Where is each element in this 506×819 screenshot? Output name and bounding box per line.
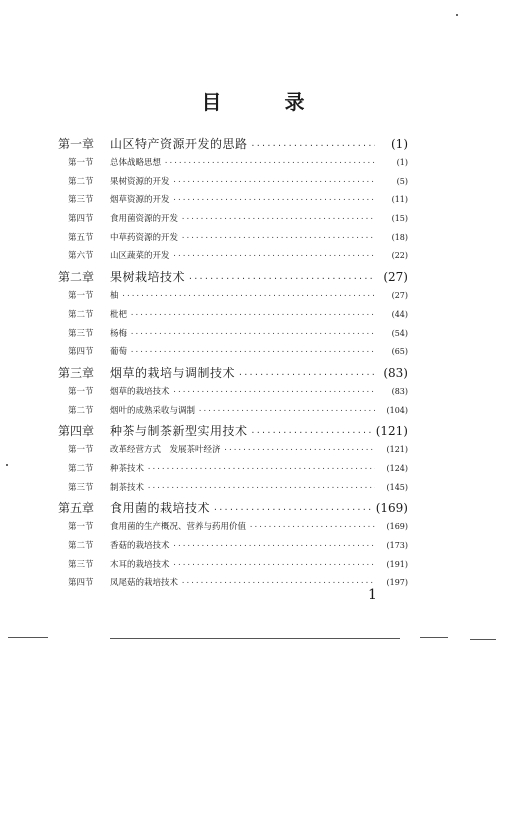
chapter-title: 烟草的栽培与调制技术 [110, 365, 236, 380]
section-title: 枇杷 [110, 309, 128, 320]
dot-leader [238, 370, 375, 379]
page-title: 目 录 [201, 90, 333, 114]
dot-leader [130, 348, 375, 356]
toc-section-row [58, 520, 408, 539]
section-title: 食用菌资源的开发 [110, 214, 179, 225]
section-page-number: (83) [391, 386, 408, 396]
section-page-number: (54) [391, 328, 408, 338]
section-page-number: (18) [391, 232, 408, 242]
section-page-number: (15) [391, 214, 408, 224]
section-title: 杨梅 [110, 328, 128, 339]
chapter-page-number: (27) [383, 270, 408, 285]
section-page-number: (124) [386, 463, 408, 473]
dot-leader [181, 579, 375, 587]
dot-leader [122, 292, 375, 300]
section-number: 第二节 [68, 463, 94, 474]
section-title: 烟草的栽培技术 [110, 386, 170, 397]
section-page-number: (5) [396, 176, 408, 186]
section-number: 第三节 [68, 559, 94, 570]
scan-speck [6, 464, 8, 466]
table-of-contents [58, 135, 408, 595]
toc-section-row [58, 481, 408, 500]
toc-section-row [58, 212, 408, 231]
chapter-page-number: (121) [375, 424, 408, 439]
section-number: 第一节 [68, 291, 94, 302]
toc-chapter-row [58, 268, 408, 289]
section-number: 第六节 [68, 251, 94, 262]
section-page-number: (197) [386, 578, 408, 588]
dot-leader [173, 388, 375, 396]
toc-section-row [58, 385, 408, 404]
toc-chapter-row [58, 499, 408, 520]
section-title: 山区蔬菜的开发 [110, 251, 170, 262]
dot-leader [181, 234, 375, 242]
section-number: 第二节 [68, 541, 94, 551]
section-page-number: (191) [386, 559, 408, 569]
section-number: 第四节 [68, 578, 94, 589]
section-title: 柚 [110, 291, 119, 302]
section-number: 第二节 [68, 405, 94, 416]
dot-leader [198, 407, 375, 415]
toc-section-row [58, 175, 408, 194]
page-number: 1 [368, 587, 377, 603]
chapter-number: 第五章 [58, 501, 95, 516]
chapter-page-number: (83) [383, 365, 408, 380]
dot-leader [173, 542, 375, 550]
section-number: 第一节 [68, 386, 94, 397]
section-page-number: (104) [386, 405, 408, 415]
scan-artifact-line [0, 637, 506, 641]
dot-leader [147, 465, 375, 473]
toc-chapter-row [58, 135, 408, 156]
section-number: 第三节 [68, 195, 94, 206]
chapter-title: 果树栽培技术 [110, 270, 186, 285]
chapter-number: 第一章 [58, 137, 95, 151]
dot-leader [164, 159, 375, 167]
chapter-title: 食用菌的栽培技术 [110, 501, 211, 516]
chapter-title: 种茶与制茶新型实用技术 [110, 424, 248, 439]
section-page-number: (11) [391, 195, 408, 205]
dot-leader [251, 141, 375, 150]
section-number: 第一节 [68, 522, 94, 533]
chapter-page-number: (1) [391, 137, 408, 151]
section-number: 第二节 [68, 176, 94, 187]
dot-leader [213, 505, 373, 514]
toc-section-row [58, 462, 408, 481]
toc-chapter-row [58, 364, 408, 385]
section-title: 果树资源的开发 [110, 176, 170, 187]
section-title: 烟草资源的开发 [110, 195, 170, 206]
chapter-number: 第二章 [58, 270, 95, 285]
section-page-number: (1) [396, 158, 408, 167]
toc-section-row [58, 539, 408, 558]
dot-leader [130, 311, 375, 319]
section-page-number: (44) [391, 309, 408, 319]
dot-leader [147, 484, 375, 492]
section-page-number: (145) [386, 482, 408, 492]
section-title: 烟叶的成熟采收与调制 [110, 405, 196, 416]
dot-leader [249, 523, 375, 531]
section-number: 第一节 [68, 158, 94, 168]
section-title: 葡萄 [110, 347, 128, 358]
section-page-number: (27) [391, 291, 408, 301]
section-page-number: (121) [386, 445, 408, 455]
chapter-page-number: (169) [375, 501, 408, 516]
toc-section-row [58, 308, 408, 327]
section-number: 第二节 [68, 309, 94, 320]
dot-leader [130, 330, 375, 338]
section-title: 总体战略思想 [110, 158, 162, 168]
toc-section-row [58, 327, 408, 346]
toc-section-row [58, 576, 408, 595]
chapter-title: 山区特产资源开发的思路 [110, 137, 248, 151]
section-title: 木耳的栽培技术 [110, 559, 170, 570]
section-page-number: (173) [386, 541, 408, 550]
dot-leader [173, 178, 375, 186]
section-number: 第三节 [68, 482, 94, 493]
section-number: 第三节 [68, 328, 94, 339]
toc-section-row [58, 193, 408, 212]
dot-leader [173, 561, 375, 569]
toc-chapter-row [58, 422, 408, 443]
section-number: 第四节 [68, 214, 94, 225]
dot-leader [251, 428, 373, 437]
dot-leader [173, 252, 375, 260]
section-page-number: (22) [391, 251, 408, 261]
toc-section-row [58, 558, 408, 577]
dot-leader [188, 274, 375, 283]
toc-section-row [58, 289, 408, 308]
section-title: 香菇的栽培技术 [110, 541, 170, 551]
toc-section-row [58, 156, 408, 175]
dot-leader [173, 196, 375, 204]
toc-section-row [58, 404, 408, 423]
chapter-number: 第四章 [58, 424, 95, 439]
section-number: 第五节 [68, 232, 94, 243]
dot-leader [224, 446, 375, 454]
dot-leader [181, 215, 375, 223]
section-page-number: (169) [386, 522, 408, 532]
chapter-number: 第三章 [58, 365, 95, 380]
section-page-number: (65) [391, 347, 408, 357]
scan-speck [456, 14, 458, 16]
section-title: 凤尾菇的栽培技术 [110, 578, 179, 589]
section-title: 种茶技术 [110, 463, 145, 474]
section-title: 改革经营方式 发展茶叶经济 [110, 445, 221, 456]
section-title: 中草药资源的开发 [110, 232, 179, 243]
section-title: 制茶技术 [110, 482, 145, 493]
toc-section-row [58, 443, 408, 462]
section-title: 食用菌的生产概况、营养与药用价值 [110, 522, 247, 533]
section-number: 第一节 [68, 445, 94, 456]
toc-section-row [58, 231, 408, 250]
section-number: 第四节 [68, 347, 94, 358]
toc-section-row [58, 249, 408, 268]
toc-section-row [58, 345, 408, 364]
